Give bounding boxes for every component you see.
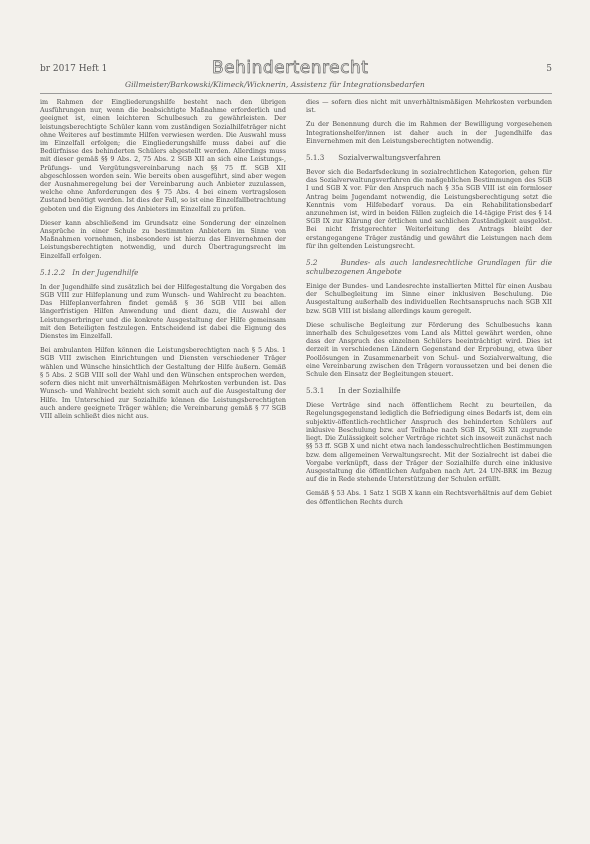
section-heading xyxy=(306,386,552,395)
right-column xyxy=(306,98,552,512)
section-title: In der Sozialhilfe xyxy=(338,386,401,396)
journal-title: Behindertenrecht xyxy=(212,58,369,78)
section-number: 5.1.2.2 xyxy=(40,267,66,277)
left-column xyxy=(40,98,286,426)
paragraph: In der Jugendhilfe sind zusätzlich bei der Hilfegestaltung die Vorgaben des SGB VIII zur Hilfeplanung und zum Wunsch- und Wahlrecht zu beachten. Das Hilfeplanverfahren findet gemäß § 36 SGB VIII bei allen längerfristigen Hilfen Anwendung und dient dazu, die Auswahl der Leistungserbringer und die konkrete Ausgestaltung der Hilfe gemeinsam mit den Beteiligten festzulegen. Entscheidend ist dabei die Eignung des Dienstes im Einzelfall. xyxy=(40,282,286,341)
header-divider xyxy=(40,93,552,94)
page-number: 5 xyxy=(546,64,552,74)
paragraph: Zu der Benennung durch die im Rahmen der Bewilligung vorgesehenen Integrationshelfer/innen ist daher auch in der Jugendhilfe das Einvernehmen mit den Leistungsberechtigten notwendig. xyxy=(306,120,552,145)
section-title: Bundes- als auch landesrechtliche Grundlagen für die schulbezogenen Angebote xyxy=(306,258,552,277)
page-header xyxy=(40,58,552,88)
paragraph: Bei ambulanten Hilfen können die Leistungsberechtigten nach § 5 Abs. 1 SGB VIII zwischen Einrichtungen und Diensten verschiedener Träger wählen und Wünsche hinsichtlich der Gestaltung der Hilfe äußern. Gemäß § 5 Abs. 2 SGB VIII soll der Wahl und den Wünschen entsprochen werden, sofern dies nicht mit unverhältnismäßigen Mehrkosten verbunden ist. Das Wunsch- und Wahlrecht bezieht sich somit auch auf die Ausgestaltung der Hilfe. Im Unterschied zur Sozialhilfe können die Leistungsberechtigten auch andere geeignete Träger wählen; die Vereinbarung gemäß § 77 SGB VIII allein schließt dies nicht aus. xyxy=(40,346,286,420)
paragraph: Einige der Bundes- und Landesrechte installierten Mittel für einen Ausbau der Schulbegleitung im Sinne einer inklusiven Beschulung. Die Ausgestaltung außerhalb des individuellen Rechtsanspruchs nach SGB XII bzw. SGB VIII ist bislang allerdings kaum geregelt. xyxy=(306,282,552,315)
paragraph: dies — sofern dies nicht mit unverhältnismäßigen Mehrkosten verbunden ist. xyxy=(306,98,552,115)
paragraph: Diese Verträge sind nach öffentlichem Recht zu beurteilen, da Regelungsgegenstand lediglich die Befriedigung eines Bedarfs ist, dem ein subjektiv-öffentlich-rechtlicher Anspruch des behinderten Schülers auf inklusive Beschulung bzw. auf Teilhabe nach SGB IX, SGB XII zugrunde liegt. Die Zulässigkeit solcher Verträge richtet sich insoweit zunächst nach §§ 53 ff. SGB X und nicht etwa nach landesschulrechtlichen Bestimmungen bzw. dem allgemeinen Verwaltungsrecht. Mit der Sozialrecht ist dabei die Vorgabe verknüpft, dass der Träger der Sozialhilfe durch eine inklusive Ausgestaltung die öffentlichen Aufgaben nach Art. 24 UN-BRK im Bezug auf die in Rede stehende Unterstützung der Schulen erfüllt. xyxy=(306,401,552,484)
section-number: 5.2 xyxy=(306,258,318,268)
section-number: 5.1.3 xyxy=(306,153,325,163)
section-title: In der Jugendhilfe xyxy=(72,267,139,277)
running-subtitle: Gillmeister/Barkowski/Klimeck/Wicknerin, Assistenz für Integrationsbedarfen xyxy=(125,80,425,89)
section-title: Sozialverwaltungsverfahren xyxy=(338,153,441,163)
issue-label: br 2017 Heft 1 xyxy=(40,64,108,74)
paragraph: Dieser kann abschließend im Grundsatz eine Sonderung der einzelnen Ansprüche in einer Schule zu bestimmten Anbietern im Sinne von Maßnahmen vornehmen, insbesondere ist hierzu das Einvernehmen der Leistungsberechtigten notwendig, und durch Übertragungsrecht im Einzelfall erfolgen. xyxy=(40,218,286,260)
section-heading xyxy=(306,258,552,276)
section-number: 5.3.1 xyxy=(306,386,325,396)
paragraph: Diese schulische Begleitung zur Förderung des Schulbesuchs kann innerhalb des Schulgesetzes vom Land als Mittel gewährt werden, ohne dass der Anspruch des einzelnen Schülers beeinträchtigt wird. Dies ist derzeit in verschiedenen Ländern Gegenstand der Erprobung, etwa über Poollösungen in Zusammenarbeit von Schul- und Sozialverwaltung, die eine Vereinbarung zwischen den Trägern voraussetzen und bei denen die Schule den Einsatz der Begleitungen steuert. xyxy=(306,320,552,379)
paragraph: Gemäß § 53 Abs. 1 Satz 1 SGB X kann ein Rechtsverhältnis auf dem Gebiet des öffentlichen Rechts durch xyxy=(306,489,552,506)
paragraph: Bevor sich die Bedarfsdeckung in sozialrechtlichen Kategorien, gehen für das Sozialverwaltungsverfahren die maßgeblichen Bestimmungen des SGB I und SGB X vor. Für den Anspruch nach § 35a SGB VIII ist ein formloser Antrag beim Jugendamt notwendig, die Leistungsberechtigung setzt die Kenntnis vom Hilfebedarf voraus. Da ein Rehabilitationsbedarf anzunehmen ist, wird in beiden Fällen zugleich die 14-tägige Frist des § 14 SGB IX zur Klärung der örtlichen und sachlichen Zuständigkeit ausgelöst. Bei nicht fristgerechter Weiterleitung des Antrags bleibt der erstangegangene Träger zuständig und gewährt die Leistungen nach dem für ihn geltenden Leistungsrecht. xyxy=(306,168,552,250)
paragraph: im Rahmen der Eingliederungshilfe besteht nach den übrigen Ausführungen nur, wenn die beabsichtigte Maßnahme erforderlich und geeignet ist, einen leichteren Schulbesuch zu gewährleisten. Der leistungsberechtigte Schüler kann vom zuständigen Sozialhilfeträger nicht ohne Weiteres auf bestimmte Hilfen verwiesen werden. Die Auswahl muss im Einzelfall erfolgen; die Eingliederungshilfe muss dabei auf die Bedürfnisse des behinderten Schülers abgestellt werden. Allerdings muss mit dieser gemäß §§ 9 Abs. 2, 75 Abs. 2 SGB XII an sich eine Leistungs-, Prüfungs- und Vergütungsvereinbarung nach §§ 75 ff. SGB XII abgeschlossen worden sein. Wie bereits oben ausgeführt, sind aber wegen der Ausnahmeregelung bei der Vereinbarung auch Anbieter zuzulassen, welche ohne Anforderungen des § 75 Abs. 4 bei einem vertragslosen Zustand benötigt werden. Ist dies der Fall, so ist eine Einzelfallbetrachtung geboten und die Eignung des Anbieters im Einzelfall zu prüfen. xyxy=(40,98,286,213)
section-heading xyxy=(306,153,552,162)
section-heading xyxy=(40,268,286,277)
